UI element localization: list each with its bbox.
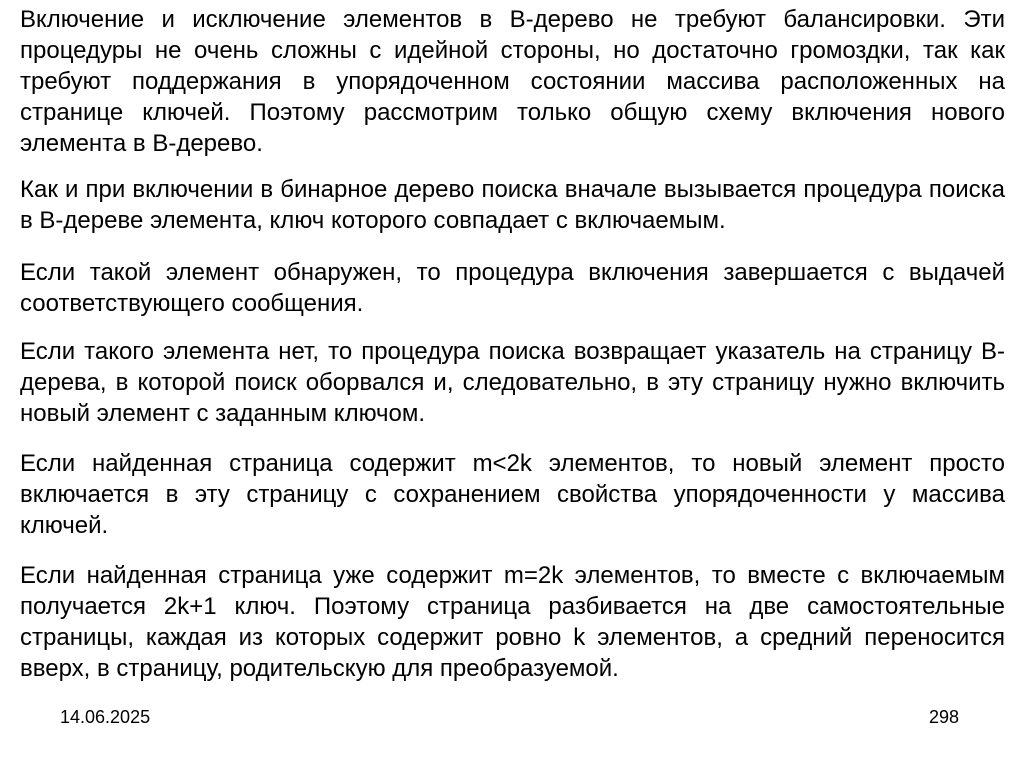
footer-date: 14.06.2025 bbox=[60, 707, 151, 727]
paragraph-element-found: Если такой элемент обнаружен, то процедура включения завершается с выдачей соответствующего сообщения. bbox=[20, 259, 1005, 317]
paragraph-element-not-found: Если такого элемента нет, то процедура поиска возвращает указатель на страницу B-дерева, в которой поиск оборвался и, следовательно, в эту страницу нужно включить новый элемент с заданным ключом. bbox=[20, 338, 1005, 427]
paragraph-page-not-full: Если найденная страница содержит m<2k элементов, то новый элемент просто включается в эту страницу с сохранением свойства упорядоченности у массива ключей. bbox=[20, 450, 1005, 539]
paragraph-intro: Включение и исключение элементов в B-дерево не требуют балансировки. Эти процедуры не очень сложны с идейной стороны, но достаточно громоздки, так как требуют поддержания в упорядоченном состоянии массива расположенных на странице ключей. Поэтому рассмотрим только общую схему включения нового элемента в B-дерево. bbox=[20, 6, 1005, 157]
slide-body bbox=[20, 4, 1005, 684]
paragraph-page-split: Если найденная страница уже содержит m=2k элементов, то вместе с включаемым получается 2k+1 ключ. Поэтому страница разбивается на две самостоятельные страницы, каждая из которых содержит ровно k элементов, а средний переносится вверх, в страницу, родительскую для преобразуемой. bbox=[20, 562, 1005, 682]
footer-page-number: 298 bbox=[929, 707, 960, 727]
paragraph-search-first: Как и при включении в бинарное дерево поиска вначале вызывается процедура поиска в B-дереве элемента, ключ которого совпадает с включаемым. bbox=[20, 176, 1005, 234]
